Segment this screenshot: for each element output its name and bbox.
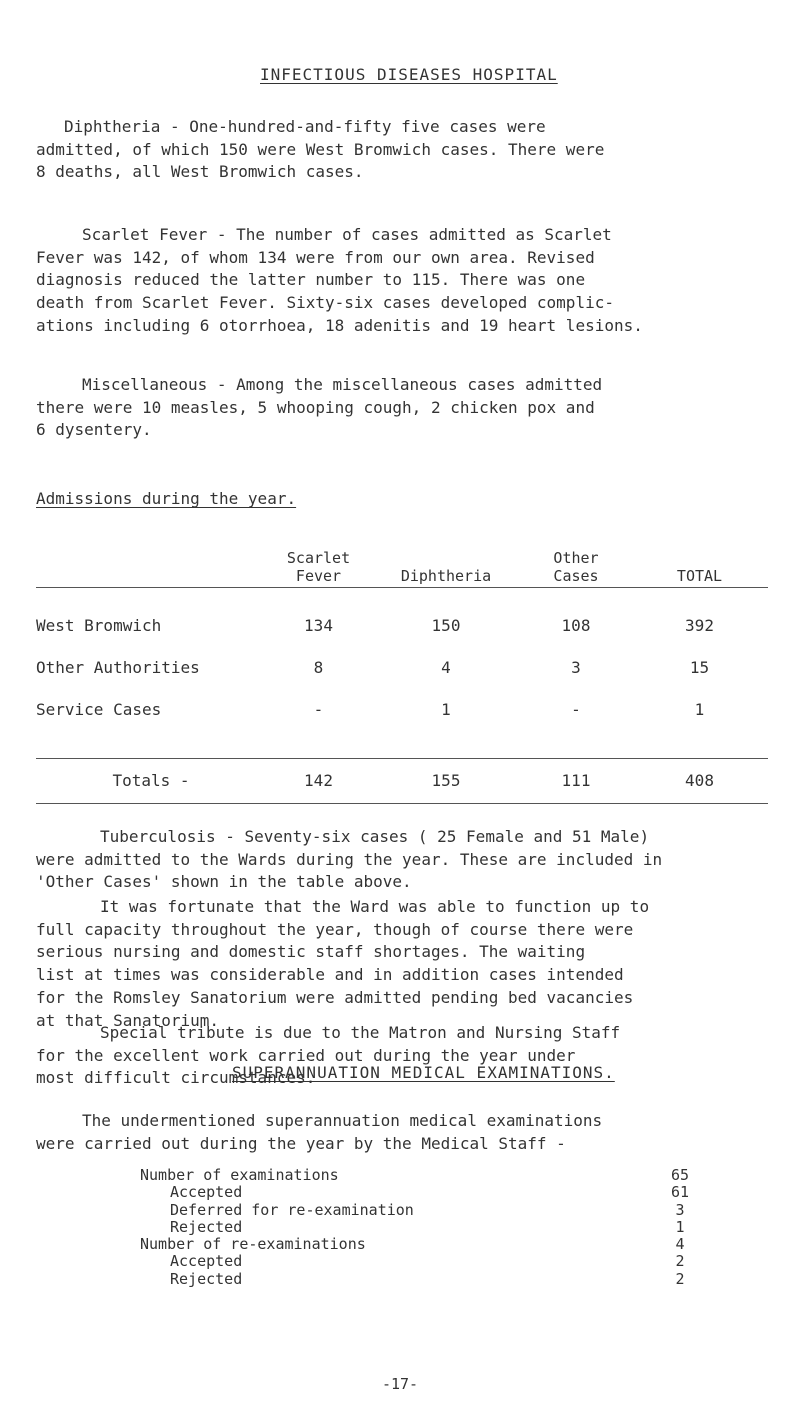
- para-line: Tuberculosis - Seventy-six cases ( 25 Female and 51 Male): [100, 827, 650, 846]
- row-label: Service Cases: [36, 700, 162, 720]
- cell-total: 392: [685, 616, 714, 636]
- total-grand: 408: [631, 759, 768, 804]
- cell-diphtheria: 1: [441, 700, 451, 720]
- table-spacer-row: [36, 722, 768, 759]
- admissions-table: [36, 545, 768, 804]
- stat-label: Number of re-examinations: [140, 1235, 366, 1254]
- para-line: The undermentioned superannuation medical examinations: [82, 1111, 603, 1130]
- header-diphtheria-spacer: [371, 545, 521, 567]
- para-line: It was fortunate that the Ward was able to function up to: [100, 897, 650, 916]
- para-line: list at times was considerable and in addition cases intended: [36, 965, 624, 985]
- header-blank: [36, 545, 266, 567]
- stat-label: Deferred for re-examination: [170, 1200, 414, 1219]
- para-line: Scarlet Fever - The number of cases admitted as Scarlet: [82, 225, 612, 244]
- stat-label: Rejected: [170, 1269, 243, 1288]
- para-line: were admitted to the Wards during the year. These are included in: [36, 849, 663, 869]
- stat-row: [140, 1184, 700, 1201]
- para-line: admitted, of which 150 were West Bromwich cases. There were: [36, 139, 605, 159]
- para-line: diagnosis reduced the latter number to 115. There was one: [36, 270, 586, 290]
- diphtheria-paragraph: [36, 116, 768, 184]
- cell-scarlet: 8: [313, 658, 324, 678]
- row-label: West Bromwich: [36, 616, 162, 636]
- header-diphtheria: Diphtheria: [371, 567, 521, 588]
- stat-row: [140, 1219, 700, 1236]
- total-scarlet: 142: [266, 759, 371, 804]
- cell-scarlet: 134: [304, 616, 333, 636]
- para-line: for the excellent work carried out during the year under: [36, 1045, 576, 1065]
- stat-value: 1: [675, 1217, 685, 1236]
- table-header-row: [36, 545, 768, 567]
- stat-value: 3: [675, 1200, 685, 1219]
- header-other-top: Other: [553, 549, 599, 567]
- page-number: -17-: [381, 1375, 419, 1393]
- totals-label: Totals -: [36, 759, 266, 804]
- header-blank: [36, 567, 266, 588]
- cell-total: 15: [689, 658, 710, 678]
- tuberculosis-paragraph: [36, 826, 768, 894]
- stat-value: 65: [670, 1166, 690, 1184]
- para-line: Miscellaneous - Among the miscellaneous cases admitted: [82, 375, 603, 394]
- cell-total: 1: [694, 700, 705, 720]
- stat-label: Rejected: [170, 1217, 243, 1236]
- admissions-caption: Admissions during the year.: [36, 489, 297, 508]
- miscellaneous-paragraph: [36, 374, 768, 442]
- para-line: ations including 6 otorrhoea, 18 adenitis and 19 heart lesions.: [36, 315, 643, 335]
- stat-value: 2: [675, 1269, 685, 1288]
- header-total-spacer: [631, 545, 768, 567]
- table-totals-row: [36, 759, 768, 804]
- para-line: there were 10 measles, 5 whooping cough, 2 chicken pox and: [36, 397, 595, 417]
- ward-capacity-paragraph: [36, 896, 768, 1032]
- stat-row: [140, 1202, 700, 1219]
- para-line: 8 deaths, all West Bromwich cases.: [36, 162, 364, 182]
- table-header-row: [36, 567, 768, 588]
- cell-other: 3: [571, 658, 581, 678]
- table-row: [36, 638, 768, 680]
- stat-value: 4: [675, 1235, 685, 1254]
- para-line: death from Scarlet Fever. Sixty-six cases developed complic-: [36, 293, 614, 313]
- para-line: serious nursing and domestic staff shortages. The waiting: [36, 942, 586, 962]
- table-row: [36, 588, 768, 639]
- cell-other: 108: [561, 616, 591, 636]
- para-line: Special tribute is due to the Matron and Nursing Staff: [100, 1023, 621, 1042]
- stat-row: [140, 1253, 700, 1270]
- stat-label: Accepted: [170, 1252, 243, 1271]
- cell-diphtheria: 150: [431, 616, 461, 636]
- para-line: were carried out during the year by the Medical Staff -: [36, 1133, 566, 1153]
- para-line: full capacity throughout the year, though of course there were: [36, 919, 634, 939]
- cell-diphtheria: 4: [441, 658, 451, 678]
- para-line: at that Sanatorium.: [36, 1010, 220, 1030]
- row-label: Other Authorities: [36, 658, 200, 678]
- stat-label: Accepted: [170, 1183, 243, 1202]
- para-line: Diphtheria - One-hundred-and-fifty five cases were: [64, 117, 546, 136]
- scarlet-fever-paragraph: [36, 224, 768, 338]
- cell-scarlet: -: [313, 700, 324, 720]
- header-other-bottom: Cases: [521, 567, 631, 588]
- stat-label: Number of examinations: [140, 1166, 339, 1184]
- superannuation-stats: [140, 1167, 700, 1288]
- table-row: [36, 680, 768, 722]
- header-total: TOTAL: [631, 567, 768, 588]
- stat-row: [140, 1167, 700, 1184]
- stat-value: 2: [675, 1252, 685, 1271]
- superannuation-title: SUPERANNUATION MEDICAL EXAMINATIONS.: [232, 1063, 615, 1082]
- total-diphtheria: 155: [371, 759, 521, 804]
- stat-value: 61: [670, 1183, 690, 1202]
- para-line: 'Other Cases' shown in the table above.: [36, 872, 412, 892]
- header-scarlet-bottom: Fever: [266, 567, 371, 588]
- page-title: INFECTIOUS DISEASES HOSPITAL: [260, 65, 558, 84]
- total-other: 111: [521, 759, 631, 804]
- para-line: 6 dysentery.: [36, 420, 152, 440]
- superannuation-intro: [36, 1110, 768, 1155]
- stat-row: [140, 1236, 700, 1253]
- cell-other: -: [571, 700, 581, 720]
- para-line: most difficult circumstances.: [36, 1068, 316, 1088]
- para-line: for the Romsley Sanatorium were admitted pending bed vacancies: [36, 987, 634, 1007]
- para-line: Fever was 142, of whom 134 were from our own area. Revised: [36, 247, 595, 267]
- stat-row: [140, 1271, 700, 1288]
- header-scarlet-top: Scarlet: [286, 549, 351, 567]
